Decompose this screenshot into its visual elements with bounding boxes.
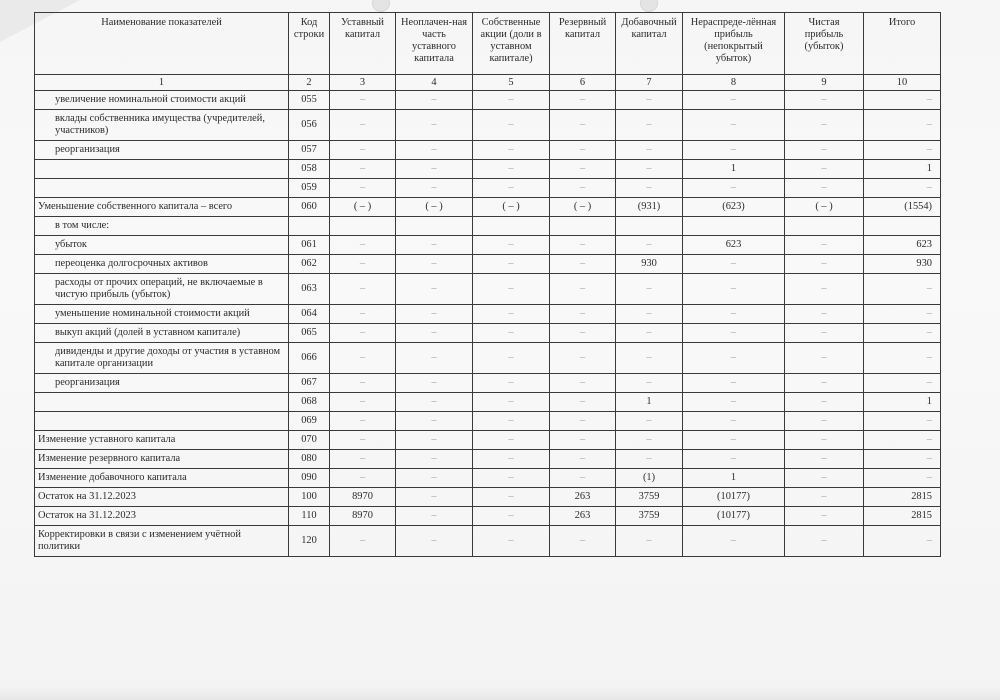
row-label: убыток [35,236,289,255]
value-cell: 930 [864,255,941,274]
row-code: 100 [289,488,330,507]
value-cell: ( – ) [330,198,396,217]
row-code: 062 [289,255,330,274]
value-cell: – [473,526,550,557]
value-cell: (1) [616,469,683,488]
punch-hole-right [640,0,658,12]
value-cell: – [330,160,396,179]
value-cell: – [396,374,473,393]
row-label [35,393,289,412]
value-cell: – [683,305,785,324]
value-cell: – [550,374,616,393]
table-row [35,488,941,507]
value-cell: – [864,526,941,557]
value-cell: – [683,526,785,557]
header-cell: Итого [864,13,941,75]
row-label: Корректировки в связи с изменением учётной политики [35,526,289,557]
header-cell: Код строки [289,13,330,75]
value-cell: – [550,236,616,255]
value-cell: – [396,450,473,469]
row-code: 058 [289,160,330,179]
row-label: реорганизация [35,374,289,393]
value-cell: – [616,179,683,198]
value-cell: – [473,469,550,488]
value-cell [864,217,941,236]
value-cell: 2815 [864,488,941,507]
value-cell: – [396,507,473,526]
value-cell: – [550,450,616,469]
value-cell: – [616,305,683,324]
value-cell: 8970 [330,488,396,507]
value-cell: – [683,91,785,110]
value-cell: – [330,179,396,198]
row-label: реорганизация [35,141,289,160]
value-cell: – [683,343,785,374]
header-cell: Нераспреде-лённая прибыль (непокрытый убыток) [683,13,785,75]
value-cell: 623 [864,236,941,255]
value-cell: – [785,305,864,324]
column-number: 2 [289,75,330,91]
column-number-row [35,75,941,91]
value-cell: – [396,526,473,557]
value-cell: – [864,450,941,469]
value-cell: – [473,343,550,374]
table-row [35,160,941,179]
value-cell: – [616,343,683,374]
table-row [35,217,941,236]
column-number: 9 [785,75,864,91]
value-cell: – [683,431,785,450]
value-cell: – [550,343,616,374]
value-cell: 1 [864,160,941,179]
value-cell: – [396,141,473,160]
value-cell: – [550,324,616,343]
value-cell: – [550,160,616,179]
value-cell: – [396,412,473,431]
value-cell: – [550,469,616,488]
value-cell: 1 [683,469,785,488]
value-cell: – [785,393,864,412]
row-label: в том числе: [35,217,289,236]
row-label: расходы от прочих операций, не включаемые в чистую прибыль (убыток) [35,274,289,305]
value-cell: – [330,526,396,557]
header-cell: Чистая прибыль (убыток) [785,13,864,75]
row-label [35,179,289,198]
value-cell: – [864,274,941,305]
table-row [35,91,941,110]
value-cell: ( – ) [785,198,864,217]
column-number: 4 [396,75,473,91]
value-cell: – [616,324,683,343]
value-cell: – [473,450,550,469]
row-label: Изменение добавочного капитала [35,469,289,488]
value-cell [683,217,785,236]
value-cell: – [473,324,550,343]
value-cell: (931) [616,198,683,217]
row-label: увеличение номинальной стоимости акций [35,91,289,110]
value-cell: – [550,91,616,110]
table-row [35,374,941,393]
value-cell: 8970 [330,507,396,526]
value-cell [616,217,683,236]
table-row [35,526,941,557]
value-cell: – [683,393,785,412]
table-row [35,255,941,274]
value-cell [330,217,396,236]
column-number: 6 [550,75,616,91]
table-row [35,450,941,469]
header-cell: Наименование показателей [35,13,289,75]
value-cell: – [330,412,396,431]
value-cell: – [683,179,785,198]
table-row [35,412,941,431]
column-number: 3 [330,75,396,91]
value-cell: – [396,110,473,141]
row-label: уменьшение номинальной стоимости акций [35,305,289,324]
row-code: 064 [289,305,330,324]
value-cell: (623) [683,198,785,217]
value-cell: – [616,91,683,110]
value-cell: – [330,91,396,110]
page-bottom-edge [0,686,1000,700]
table-row [35,393,941,412]
value-cell: – [396,160,473,179]
value-cell: – [616,374,683,393]
value-cell: – [330,255,396,274]
value-cell: – [550,526,616,557]
value-cell: – [616,431,683,450]
header-cell: Неоплачен-ная часть уставного капитала [396,13,473,75]
value-cell: – [864,374,941,393]
value-cell: – [683,324,785,343]
value-cell: – [330,141,396,160]
value-cell: 263 [550,507,616,526]
value-cell: 1 [864,393,941,412]
value-cell: – [473,179,550,198]
row-label: Уменьшение собственного капитала – всего [35,198,289,217]
value-cell: – [683,412,785,431]
value-cell: 3759 [616,507,683,526]
value-cell: – [785,431,864,450]
header-row [35,13,941,75]
row-label: Изменение резервного капитала [35,450,289,469]
value-cell: – [864,110,941,141]
value-cell: – [785,450,864,469]
table-row [35,274,941,305]
table-row [35,141,941,160]
table-row [35,198,941,217]
value-cell: – [473,412,550,431]
value-cell: ( – ) [550,198,616,217]
value-cell: – [785,488,864,507]
value-cell: – [616,236,683,255]
row-label [35,412,289,431]
value-cell: ( – ) [396,198,473,217]
value-cell: – [864,431,941,450]
row-code: 063 [289,274,330,305]
value-cell: – [785,507,864,526]
value-cell: 3759 [616,488,683,507]
value-cell: – [616,412,683,431]
value-cell: – [550,179,616,198]
equity-changes-table [34,12,941,557]
value-cell: 623 [683,236,785,255]
value-cell: – [616,141,683,160]
value-cell: 1 [683,160,785,179]
value-cell: – [396,274,473,305]
value-cell: – [864,469,941,488]
value-cell: – [616,274,683,305]
table-row [35,507,941,526]
value-cell: – [550,255,616,274]
column-number: 5 [473,75,550,91]
value-cell: – [330,343,396,374]
value-cell: – [473,374,550,393]
row-label: вклады собственника имущества (учредителей, участников) [35,110,289,141]
value-cell: – [616,160,683,179]
value-cell [396,217,473,236]
value-cell: – [785,110,864,141]
column-number: 7 [616,75,683,91]
value-cell: – [550,110,616,141]
header-cell: Резервный капитал [550,13,616,75]
column-number: 1 [35,75,289,91]
row-label: Изменение уставного капитала [35,431,289,450]
value-cell: – [785,179,864,198]
table-row [35,431,941,450]
header-cell: Добавочный капитал [616,13,683,75]
value-cell: – [396,305,473,324]
value-cell: – [473,236,550,255]
value-cell: – [473,91,550,110]
row-code: 066 [289,343,330,374]
header-cell: Собственные акции (доли в уставном капитале) [473,13,550,75]
value-cell: – [473,274,550,305]
row-code: 057 [289,141,330,160]
value-cell: (1554) [864,198,941,217]
value-cell: – [683,274,785,305]
row-label: выкуп акций (долей в уставном капитале) [35,324,289,343]
column-number: 8 [683,75,785,91]
value-cell: – [330,374,396,393]
value-cell: – [683,255,785,274]
value-cell: (10177) [683,488,785,507]
value-cell: – [864,179,941,198]
value-cell [785,217,864,236]
value-cell: – [550,431,616,450]
row-code: 110 [289,507,330,526]
row-code: 069 [289,412,330,431]
row-code [289,217,330,236]
row-label: Остаток на 31.12.2023 [35,488,289,507]
value-cell: – [683,450,785,469]
value-cell [473,217,550,236]
value-cell: – [550,393,616,412]
value-cell: – [330,324,396,343]
table-row [35,179,941,198]
value-cell: – [396,179,473,198]
column-number: 10 [864,75,941,91]
row-code: 068 [289,393,330,412]
value-cell: – [864,141,941,160]
row-label [35,160,289,179]
value-cell: 930 [616,255,683,274]
value-cell: – [330,450,396,469]
value-cell: – [864,324,941,343]
table-row [35,343,941,374]
value-cell: – [785,255,864,274]
row-label: переоценка долгосрочных активов [35,255,289,274]
value-cell: – [785,274,864,305]
value-cell: – [616,110,683,141]
punch-hole-left [372,0,390,12]
row-code: 055 [289,91,330,110]
value-cell: – [550,412,616,431]
value-cell: – [550,141,616,160]
value-cell: – [396,91,473,110]
value-cell: – [785,526,864,557]
header-cell: Уставный капитал [330,13,396,75]
value-cell: ( – ) [473,198,550,217]
value-cell: – [683,110,785,141]
value-cell [550,217,616,236]
row-label: дивиденды и другие доходы от участия в уставном капитале организации [35,343,289,374]
row-label: Остаток на 31.12.2023 [35,507,289,526]
value-cell: – [396,255,473,274]
value-cell: – [473,488,550,507]
value-cell: – [785,160,864,179]
value-cell: (10177) [683,507,785,526]
value-cell: – [330,274,396,305]
table-row [35,305,941,324]
value-cell: – [864,343,941,374]
row-code: 067 [289,374,330,393]
value-cell: – [473,305,550,324]
value-cell: – [396,393,473,412]
value-cell: – [473,431,550,450]
value-cell: – [683,141,785,160]
value-cell: – [330,393,396,412]
row-code: 065 [289,324,330,343]
value-cell: – [864,412,941,431]
value-cell: – [330,305,396,324]
value-cell: – [473,110,550,141]
value-cell: – [330,469,396,488]
value-cell: – [396,469,473,488]
table-row [35,236,941,255]
value-cell: – [785,91,864,110]
table-row [35,324,941,343]
value-cell: – [550,305,616,324]
value-cell: – [473,393,550,412]
value-cell: – [785,141,864,160]
value-cell: – [330,431,396,450]
value-cell: – [683,374,785,393]
value-cell: – [396,343,473,374]
value-cell: – [473,255,550,274]
value-cell: – [396,488,473,507]
value-cell: – [616,450,683,469]
value-cell: – [473,141,550,160]
value-cell: – [396,431,473,450]
table-row [35,469,941,488]
value-cell: – [785,236,864,255]
value-cell: 263 [550,488,616,507]
row-code: 080 [289,450,330,469]
value-cell: – [864,91,941,110]
value-cell: – [396,324,473,343]
value-cell: – [785,343,864,374]
row-code: 056 [289,110,330,141]
row-code: 060 [289,198,330,217]
value-cell: – [785,324,864,343]
value-cell: 1 [616,393,683,412]
value-cell: – [550,274,616,305]
row-code: 120 [289,526,330,557]
value-cell: – [330,236,396,255]
value-cell: 2815 [864,507,941,526]
value-cell: – [785,412,864,431]
value-cell: – [473,507,550,526]
value-cell: – [785,469,864,488]
value-cell: – [473,160,550,179]
row-code: 061 [289,236,330,255]
value-cell: – [616,526,683,557]
value-cell: – [864,305,941,324]
value-cell: – [396,236,473,255]
row-code: 090 [289,469,330,488]
row-code: 070 [289,431,330,450]
value-cell: – [785,374,864,393]
table-row [35,110,941,141]
row-code: 059 [289,179,330,198]
value-cell: – [330,110,396,141]
